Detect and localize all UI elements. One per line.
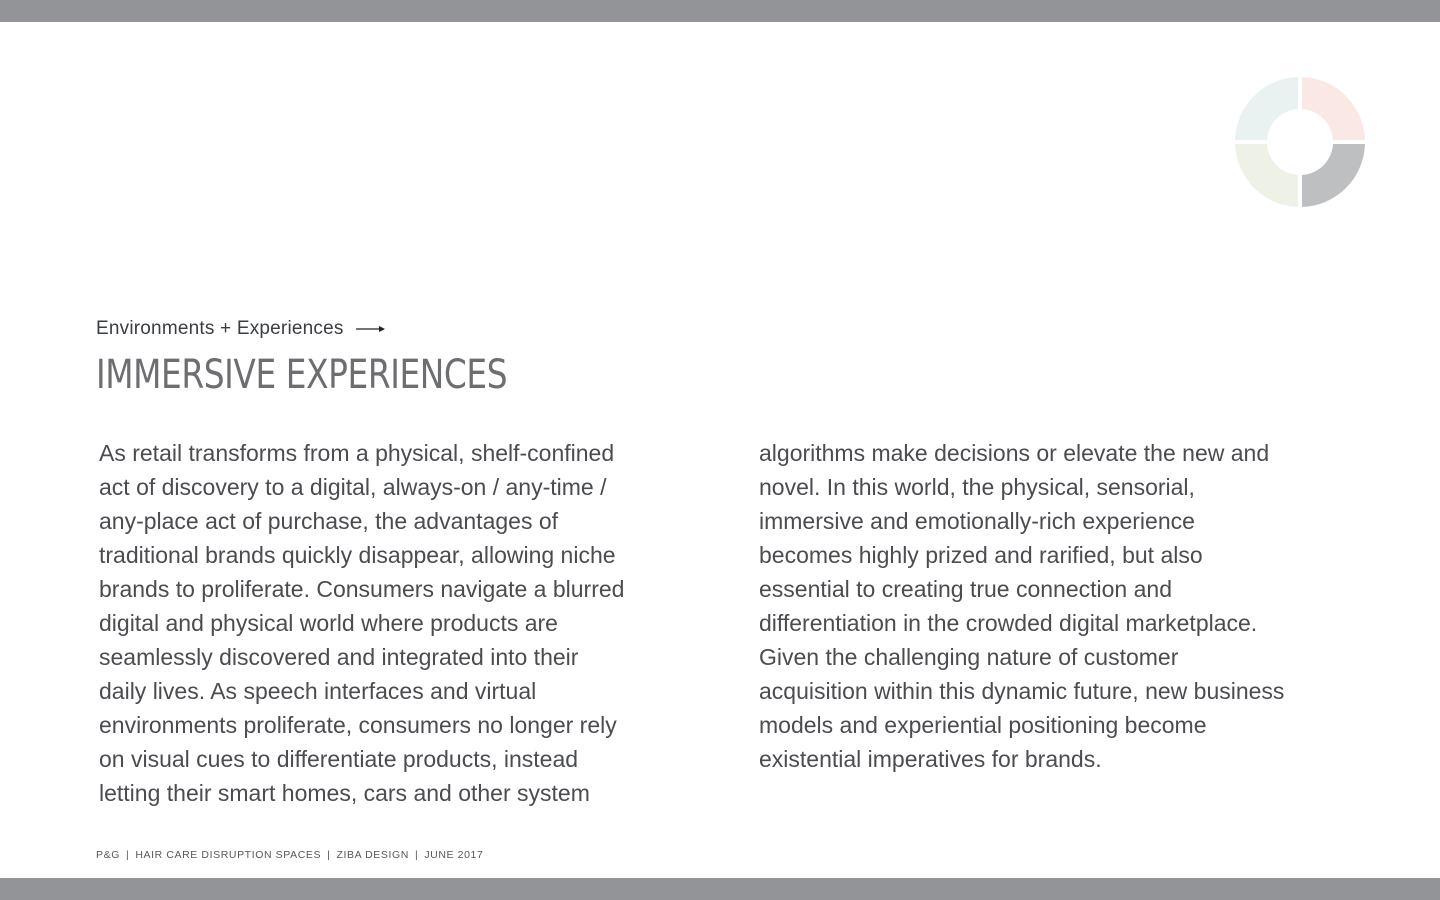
arrow-right-icon [356, 324, 386, 334]
body-text-line: existential imperatives for brands. [759, 746, 1102, 772]
footer-item: JUNE 2017 [424, 849, 484, 861]
footer-item: HAIR CARE DISRUPTION SPACES [135, 849, 322, 861]
top-frame-bar [0, 0, 1440, 22]
body-text-line: As retail transforms from a physical, shelf-confined [99, 440, 615, 466]
body-text-line: traditional brands quickly disappear, allowing niche [99, 542, 616, 568]
body-text-line: becomes highly prized and rarified, but also [759, 542, 1203, 568]
ring-quadrant-top-left [1235, 77, 1298, 140]
section-ring-icon [1235, 77, 1365, 207]
ring-quadrant-bottom-right [1302, 144, 1365, 207]
body-text-line: immersive and emotionally-rich experience [759, 508, 1195, 534]
body-text-line: environments proliferate, consumers no longer rely [99, 712, 617, 738]
body-text-line: Given the challenging nature of customer [759, 644, 1179, 670]
body-text-line: any-place act of purchase, the advantages of [99, 508, 559, 534]
body-text-line: differentiation in the crowded digital marketplace. [759, 610, 1258, 636]
footer-separator: | [414, 849, 419, 861]
body-text-line: algorithms make decisions or elevate the new and [759, 440, 1270, 466]
ring-quadrant-bottom-left [1235, 144, 1298, 207]
body-text-line: seamlessly discovered and integrated into their [99, 644, 579, 670]
body-text-line: daily lives. As speech interfaces and virtual [99, 678, 537, 704]
body-text-line: novel. In this world, the physical, sensorial, [759, 474, 1195, 500]
ring-quadrant-top-right [1302, 77, 1365, 140]
section-eyebrow [96, 318, 386, 340]
footer-item: P&G [96, 849, 120, 861]
body-text-line: on visual cues to differentiate products, instead [99, 746, 579, 772]
footer-item: ZIBA DESIGN [336, 849, 409, 861]
bottom-frame-bar [0, 878, 1440, 900]
body-column-left [99, 436, 709, 810]
eyebrow-label: Environments + Experiences [96, 318, 344, 339]
body-column-right [759, 436, 1399, 776]
body-text-line: act of discovery to a digital, always-on / any-time / [99, 474, 607, 500]
page-title: IMMERSIVE EXPERIENCES [96, 352, 508, 398]
body-text-line: models and experiential positioning become [759, 712, 1207, 738]
footer-separator: | [327, 849, 331, 861]
body-text-line: essential to creating true connection and [759, 576, 1172, 602]
body-text-line: digital and physical world where products are [99, 610, 558, 636]
footer-separator: | [125, 849, 130, 861]
footer-meta [96, 849, 483, 861]
body-text-line: acquisition within this dynamic future, new business [759, 678, 1285, 704]
body-text-line: brands to proliferate. Consumers navigate a blurred [99, 576, 625, 602]
body-text-line: letting their smart homes, cars and other system [99, 780, 590, 806]
